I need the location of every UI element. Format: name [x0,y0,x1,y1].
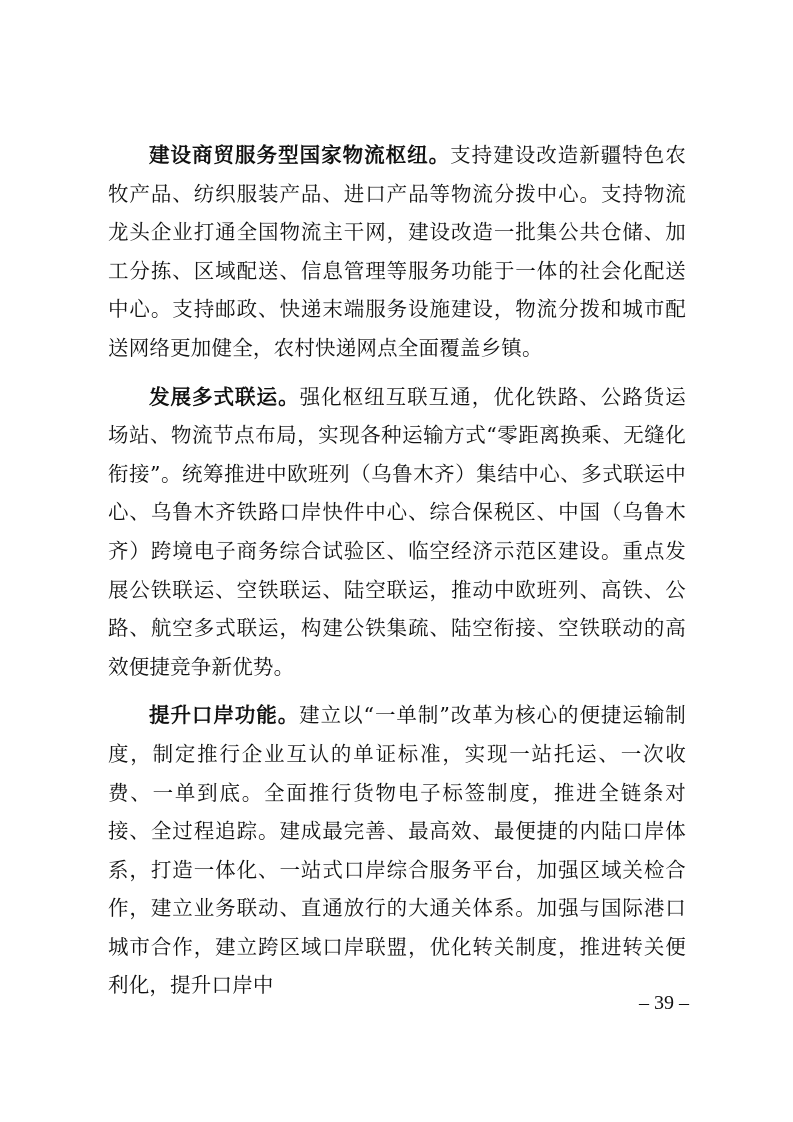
paragraph-text: 支持建设改造新疆特色农牧产品、纺织服装产品、进口产品等物流分拨中心。支持物流龙头企业打通全国物流主干网，建设改造一批集公共仓储、加工分拣、区域配送、信息管理等服务功能于一体的社会化配送中心。支持邮政、快递末端服务设施建设，物流分拨和城市配送网络更加健全，农村快递网点全面覆盖乡镇。 [108,143,686,360]
paragraph-multimodal-transport [108,378,686,687]
paragraph-heading: 提升口岸功能。 [149,703,300,728]
paragraph-text: 建立以“一单制”改革为核心的便捷运输制度，制定推行企业互认的单证标准，实现一站托运、一次收费、一单到底。全面推行货物电子标签制度，推进全链条对接、全过程追踪。建成最完善、最高效、最便捷的内陆口岸体系，打造一体化、一站式口岸综合服务平台，加强区域关检合作，建立业务联动、直通放行的大通关体系。加强与国际港口城市合作，建立跨区域口岸联盟，优化转关制度，推进转关便利化，提升口岸中 [108,703,686,998]
paragraph-text: 强化枢纽互联互通，优化铁路、公路货运场站、物流节点布局，实现各种运输方式“零距离换乘、无缝化衔接”。统筹推进中欧班列（乌鲁木齐）集结中心、多式联运中心、乌鲁木齐铁路口岸快件中心、综合保税区、中国（乌鲁木齐）跨境电子商务综合试验区、临空经济示范区建设。重点发展公铁联运、空铁联运、陆空联运，推动中欧班列、高铁、公路、航空多式联运，构建公铁集疏、陆空衔接、空铁联动的高效便捷竞争新优势。 [108,384,686,679]
document-body [108,136,686,1015]
page-number: – 39 – [639,992,689,1014]
paragraph-port-function [108,696,686,1005]
paragraph-heading: 发展多式联运。 [149,384,300,409]
paragraph-heading: 建设商贸服务型国家物流枢纽。 [149,143,451,167]
paragraph-logistics-hub [108,136,686,368]
